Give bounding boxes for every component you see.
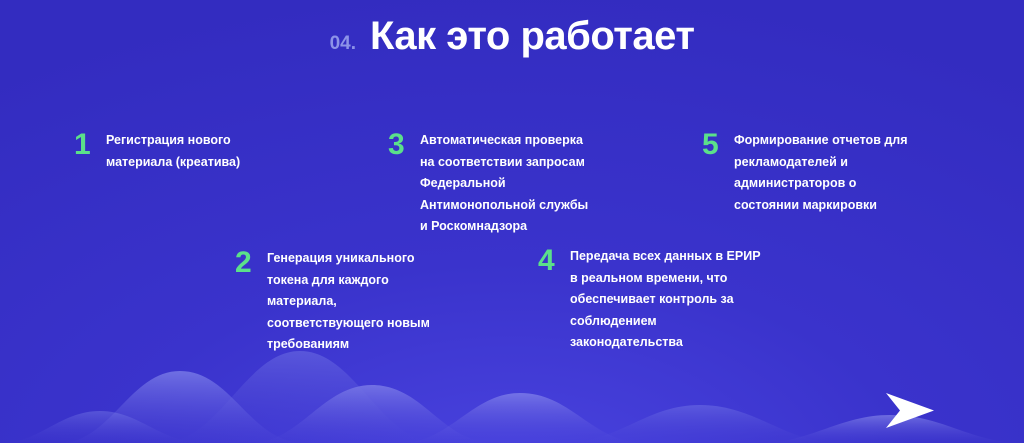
wave-icon	[0, 293, 1024, 443]
wave-mountains-decoration	[0, 293, 1024, 443]
step-item-1	[74, 130, 291, 173]
step-label: Передача всех данных в ЕРИР в реальном времени, что обеспечивает контроль за соблюдением законодательства	[570, 249, 761, 349]
step-number: 5	[702, 128, 719, 161]
page-title	[0, 14, 1024, 59]
step-number: 2	[235, 246, 252, 279]
step-number: 4	[538, 244, 555, 277]
step-label: Автоматическая проверка на соответствии запросам Федеральной Антимонопольной службы и Роскомнадзора	[420, 133, 589, 233]
section-number: 04.	[329, 33, 356, 54]
arrow-icon	[0, 383, 1024, 443]
step-label: Регистрация нового материала (креатива)	[106, 133, 241, 169]
step-item-2	[235, 248, 447, 356]
step-item-3	[388, 130, 595, 238]
step-number: 1	[74, 128, 91, 161]
step-item-4	[538, 246, 765, 354]
progress-arrow-decoration	[0, 383, 1024, 443]
step-number: 3	[388, 128, 405, 161]
step-label: Формирование отчетов для рекламодателей и администраторов о состоянии маркировки	[734, 133, 908, 212]
title-text: Как это работает	[370, 14, 695, 58]
step-label: Генерация уникального токена для каждого материала, соответствующего новым требованиям	[267, 251, 430, 351]
step-item-5	[702, 130, 924, 216]
